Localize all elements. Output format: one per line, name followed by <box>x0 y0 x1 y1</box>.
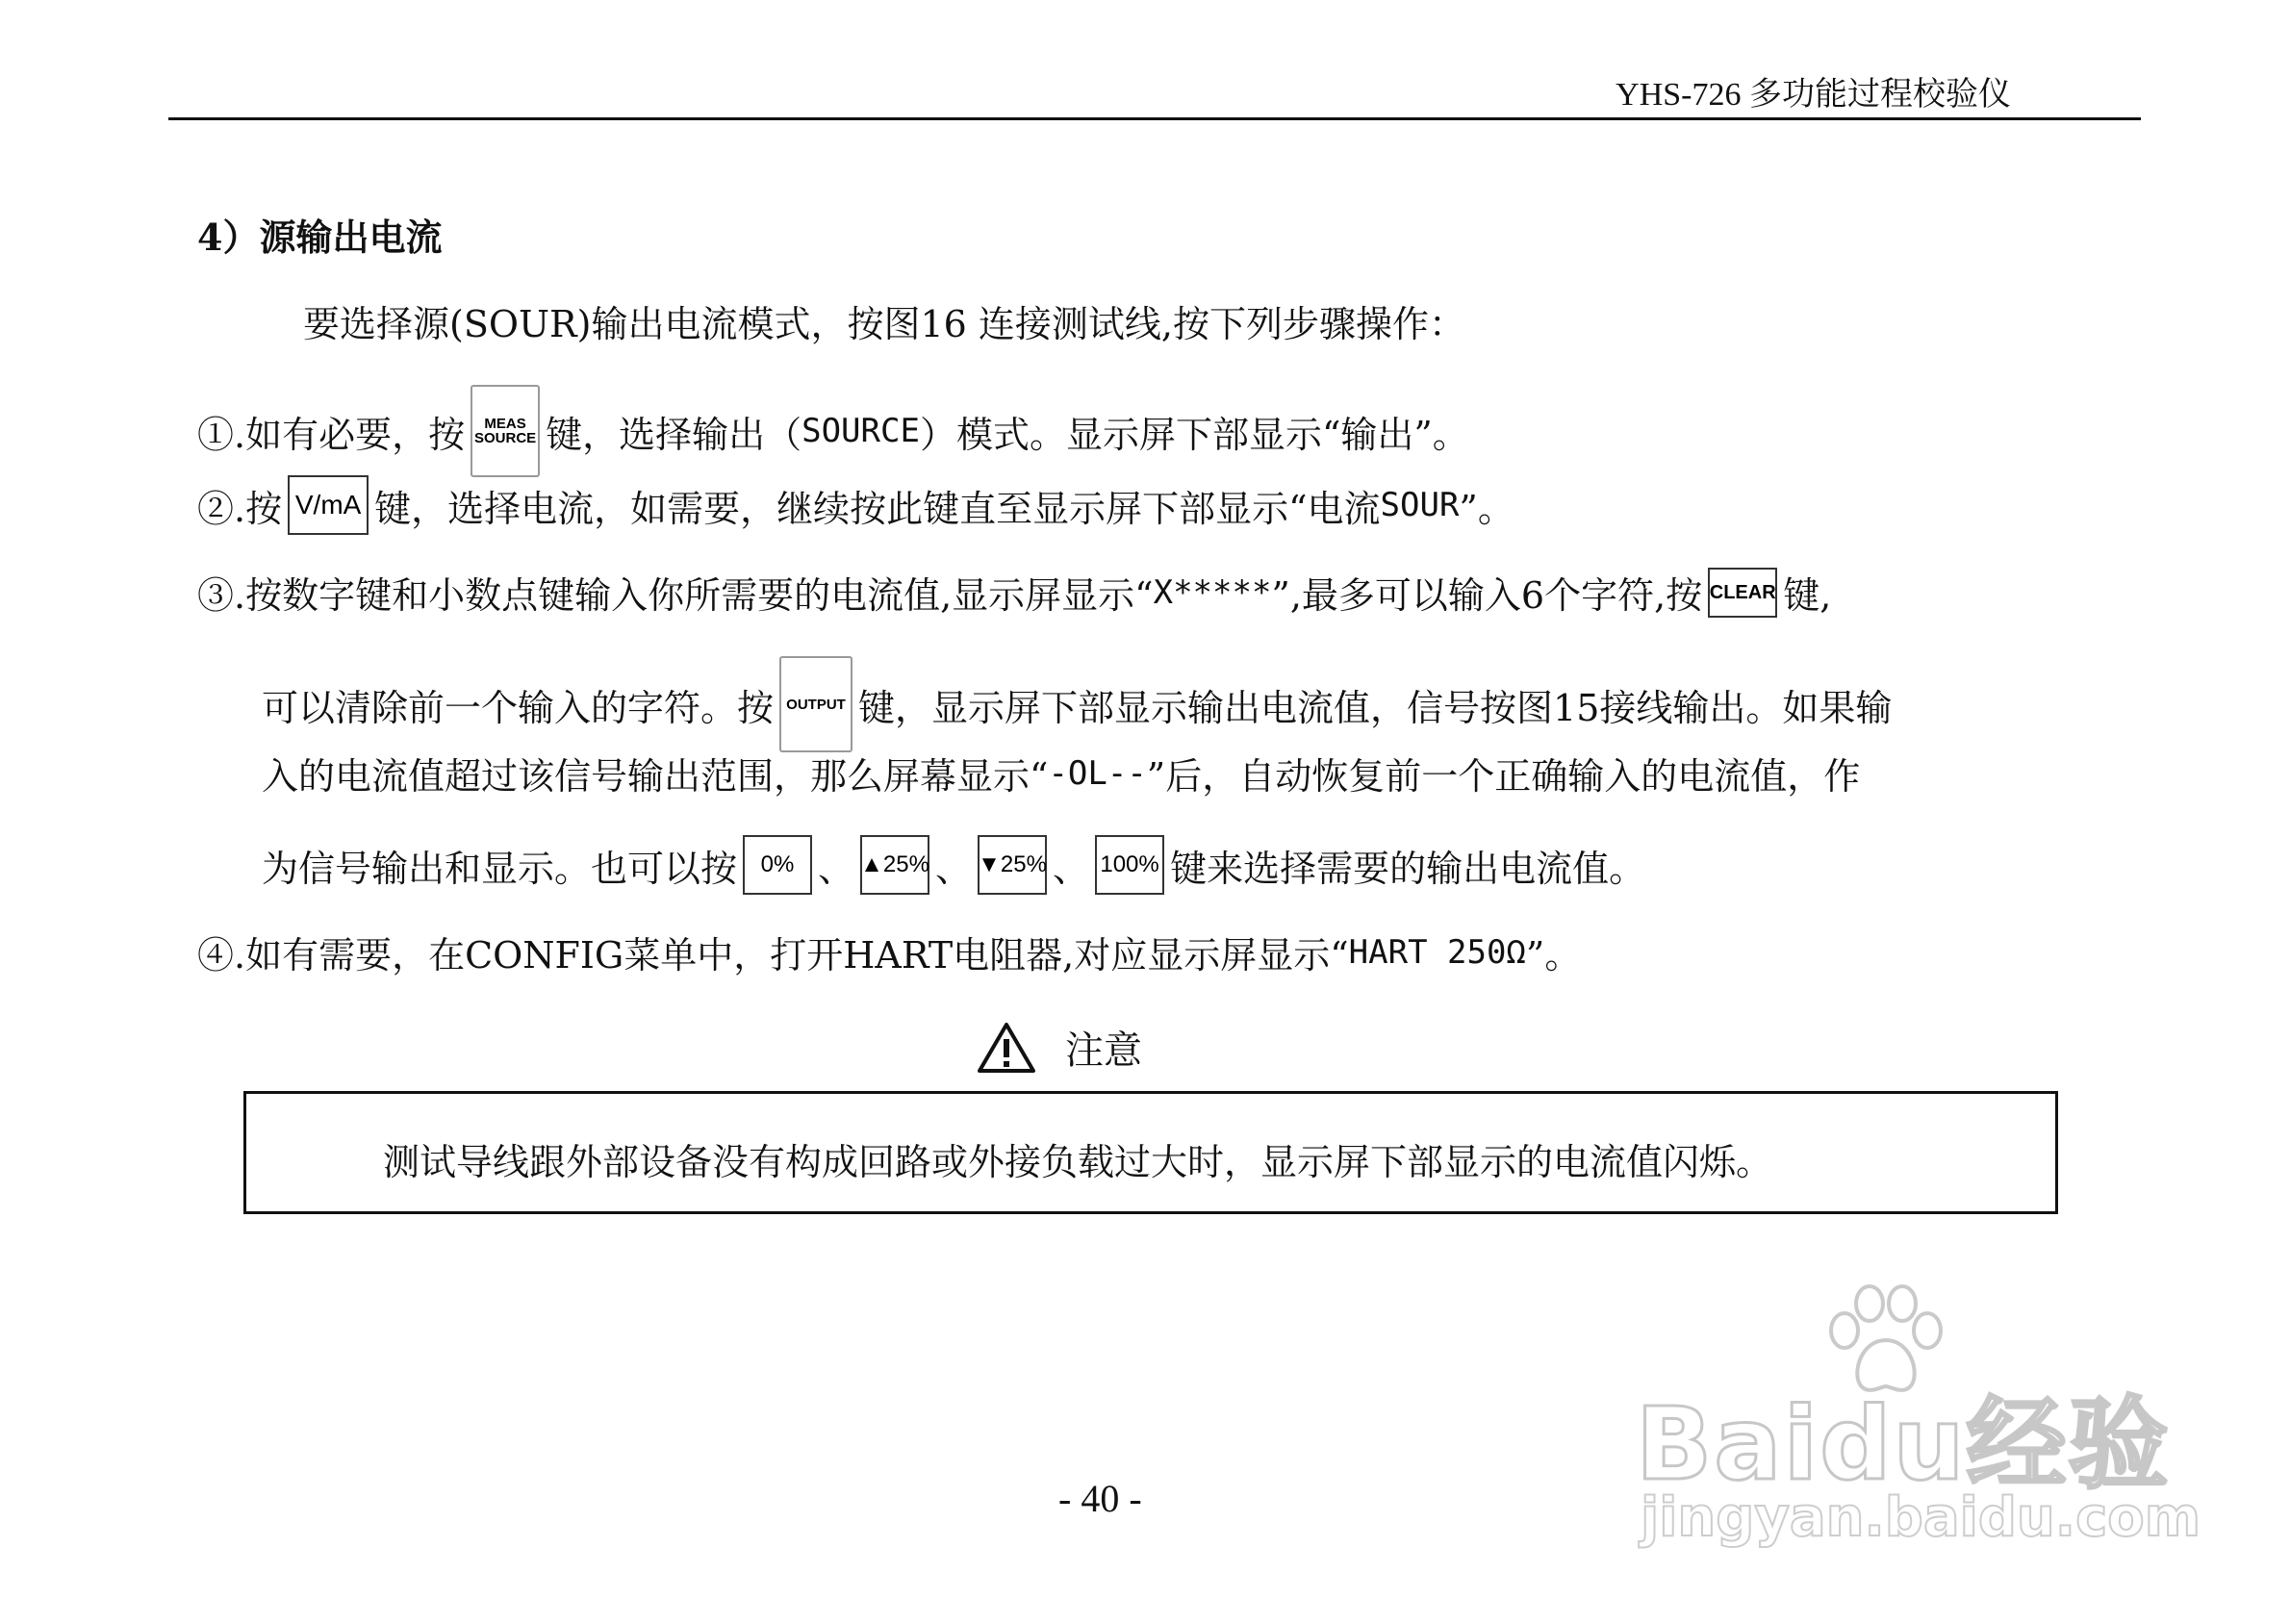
vma-key: V/mA <box>288 475 369 535</box>
meas-key-label: MEAS <box>484 416 526 432</box>
separator-3: 、 <box>1053 847 1090 890</box>
step-3-text-b: ”,最多可以输入6个字符,按 <box>1271 574 1703 617</box>
up-25-percent-key: ▲25% <box>860 835 929 895</box>
step-3-line-2-text-a: 可以清除前一个输入的字符。按 <box>262 686 775 729</box>
step-1-text-a: ①.如有必要，按 <box>197 413 466 456</box>
notice-box <box>243 1091 2058 1214</box>
intro-text: 要选择源(SOUR)输出电流模式，按图16 连接测试线,按下列步骤操作： <box>303 303 1465 345</box>
section-heading: 4）源输出电流 <box>197 216 443 259</box>
hundred-percent-key: 100% <box>1095 835 1164 895</box>
warning-triangle-icon <box>977 1022 1036 1074</box>
step-3-line-3 <box>262 747 1860 799</box>
step-3-line-2-text-b: 键，显示屏下部显示输出电流值，信号按图15接线输出。如果输 <box>858 686 1893 729</box>
down-25-percent-key: ▼25% <box>978 835 1047 895</box>
step-1-text-d: ）模式。显示屏下部显示“输出”。 <box>919 413 1469 456</box>
step-4-hart-code: HART 250Ω <box>1348 932 1526 972</box>
step-1-text-b: 键，选择输出（ <box>546 413 802 456</box>
source-key-label: SOURCE <box>474 430 537 446</box>
step-2-text-a: ②.按 <box>197 487 283 530</box>
notice-heading <box>977 1020 1142 1075</box>
step-2-text-b: 键，选择电流，如需要，继续按此键直至显示屏下部显示“电流 <box>374 487 1381 530</box>
intro-paragraph <box>303 294 1465 347</box>
step-3-ol-code: -OL-- <box>1048 753 1147 793</box>
step-1-source-code: SOURCE <box>802 412 920 450</box>
header-title: YHS-726 多功能过程校验仪 <box>1616 77 2011 113</box>
step-3-line-3-text-a: 入的电流值超过该信号输出范围，那么屏幕显示“ <box>262 755 1049 798</box>
zero-percent-key: 0% <box>743 835 812 895</box>
step-3-line-1 <box>197 566 1831 619</box>
step-3-text-a: ③.按数字键和小数点键输入你所需要的电流值,显示屏显示“ <box>197 574 1154 617</box>
step-3-text-c: 键, <box>1783 574 1832 617</box>
baidu-watermark <box>1636 1284 2201 1573</box>
step-4-text-a: ④.如有需要，在CONFIG菜单中，打开HART电阻器,对应显示屏显示“ <box>197 934 1349 977</box>
separator-1: 、 <box>818 847 855 890</box>
notice-text: 测试导线跟外部设备没有构成回路或外接负载过大时，显示屏下部显示的电流值闪烁。 <box>383 1141 1773 1183</box>
watermark-url: jingyan.baidu.com <box>1641 1486 2201 1549</box>
meas-source-key <box>471 385 540 477</box>
step-3-line-2 <box>262 656 1892 752</box>
step-3-line-4-text-b: 键来选择需要的输出电流值。 <box>1170 847 1646 890</box>
step-3-display-code: X***** <box>1153 572 1272 612</box>
step-4 <box>197 926 1581 978</box>
step-4-text-b: ”。 <box>1525 934 1582 977</box>
step-2 <box>197 475 1514 535</box>
output-key: OUTPUT <box>779 656 852 752</box>
header-rule <box>168 117 2141 120</box>
step-3-line-4-text-a: 为信号输出和显示。也可以按 <box>262 847 738 890</box>
clear-key: CLEAR <box>1708 568 1777 618</box>
step-3-line-3-text-b: ”后，自动恢复前一个正确输入的电流值，作 <box>1146 755 1861 798</box>
page-number: - 40 - <box>1058 1477 1142 1520</box>
step-1 <box>197 385 1469 477</box>
step-2-text-d: ”。 <box>1459 487 1514 530</box>
notice-title: 注意 <box>1065 1028 1142 1073</box>
watermark-brand: Baidu经验 <box>1636 1385 2171 1503</box>
step-2-sour-code: SOUR <box>1380 486 1460 524</box>
separator-2: 、 <box>935 847 973 890</box>
step-3-line-4 <box>262 835 1645 895</box>
